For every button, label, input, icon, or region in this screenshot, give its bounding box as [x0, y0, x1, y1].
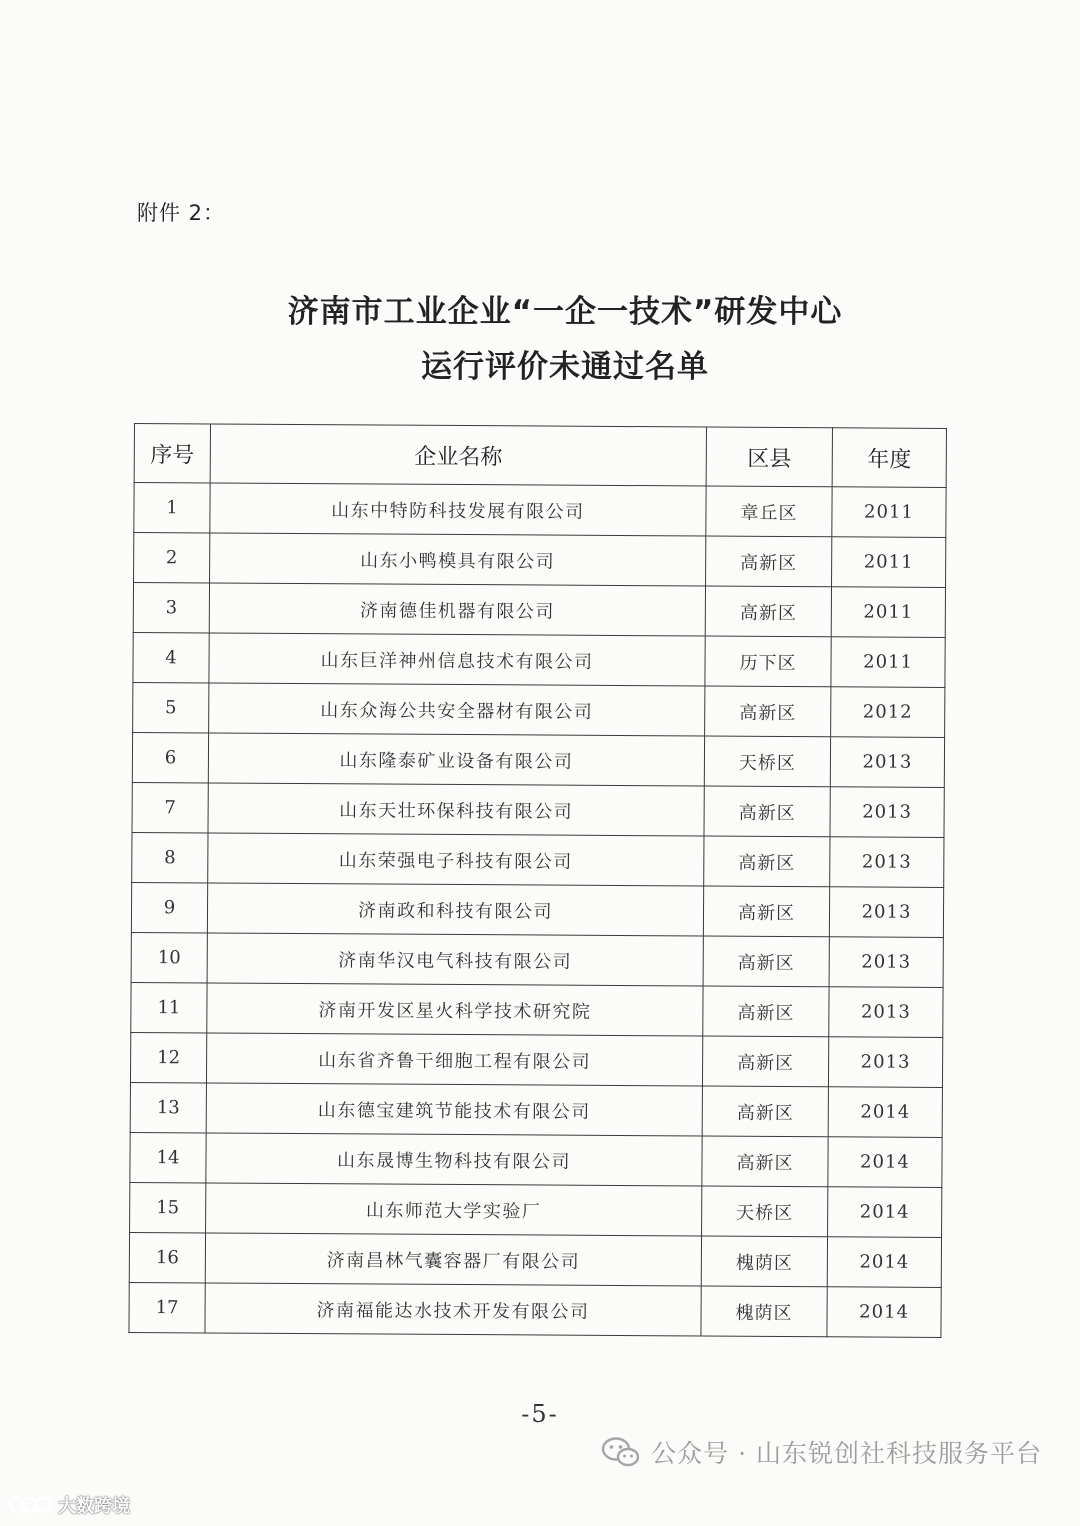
row-year: 2013 [830, 787, 944, 838]
row-district: 高新区 [703, 936, 829, 987]
corner-logo-icon [8, 1493, 54, 1517]
row-year: 2013 [829, 887, 943, 938]
page-number: -5- [521, 1400, 559, 1428]
table-row [129, 1282, 941, 1337]
table-row [130, 1032, 942, 1087]
row-year: 2014 [827, 1237, 941, 1288]
table-row [134, 533, 946, 588]
row-company-name: 山东中特防科技发展有限公司 [210, 483, 706, 536]
row-company-name: 山东师范大学实验厂 [206, 1183, 702, 1236]
row-district: 高新区 [703, 886, 829, 937]
row-company-name: 济南德佳机器有限公司 [209, 583, 705, 636]
row-no: 11 [131, 982, 207, 1032]
row-no: 14 [130, 1132, 206, 1182]
row-no: 15 [130, 1182, 206, 1232]
row-year: 2013 [829, 987, 943, 1038]
table-row [130, 1132, 942, 1187]
row-district: 高新区 [702, 1086, 828, 1137]
row-no: 7 [132, 782, 208, 832]
corner-watermark [8, 1492, 130, 1518]
row-district: 槐荫区 [701, 1286, 827, 1337]
row-no: 8 [132, 832, 208, 882]
row-no: 13 [130, 1082, 206, 1132]
table-row [131, 932, 943, 987]
column-header-district: 区县 [706, 427, 832, 487]
column-header-name: 企业名称 [210, 424, 706, 486]
table-row [132, 832, 944, 887]
row-no: 2 [134, 533, 210, 583]
table-row [131, 982, 943, 1037]
table-row [134, 483, 946, 538]
row-year: 2014 [828, 1137, 942, 1188]
table-row [133, 583, 945, 638]
row-district: 天桥区 [704, 736, 830, 787]
row-no: 9 [131, 882, 207, 932]
row-company-name: 山东德宝建筑节能技术有限公司 [206, 1083, 702, 1136]
attachment-label: 附件 2： [137, 201, 226, 225]
row-company-name: 山东荣强电子科技有限公司 [208, 833, 704, 886]
row-year: 2013 [829, 937, 943, 988]
row-year: 2013 [830, 737, 944, 788]
row-district: 高新区 [703, 986, 829, 1037]
row-district: 高新区 [702, 1036, 828, 1087]
table-row [133, 682, 945, 737]
row-district: 槐荫区 [701, 1236, 827, 1287]
page-title-line2: 运行评价未通过名单 [421, 349, 709, 385]
row-year: 2011 [832, 537, 946, 588]
row-company-name: 济南华汉电气科技有限公司 [207, 933, 703, 986]
table-row [131, 882, 943, 937]
row-company-name: 济南福能达水技术开发有限公司 [205, 1283, 701, 1336]
row-no: 17 [129, 1282, 205, 1332]
row-company-name: 济南昌林气囊容器厂有限公司 [205, 1233, 701, 1286]
row-year: 2014 [827, 1287, 941, 1338]
row-no: 12 [130, 1032, 206, 1082]
row-year: 2011 [831, 587, 945, 638]
row-company-name: 山东省齐鲁干细胞工程有限公司 [206, 1033, 702, 1086]
row-year: 2013 [830, 837, 944, 888]
row-district: 天桥区 [702, 1186, 828, 1237]
table-row [130, 1082, 942, 1137]
page-title-line1: 济南市工业企业“一企一技术”研发中心 [287, 294, 843, 330]
table-row [130, 1182, 942, 1237]
row-company-name: 山东晟博生物科技有限公司 [206, 1133, 702, 1186]
row-district: 章丘区 [706, 486, 832, 537]
row-no: 5 [133, 682, 209, 732]
row-no: 6 [132, 732, 208, 782]
table-header-row [134, 424, 946, 488]
row-no: 4 [133, 632, 209, 682]
row-district: 高新区 [702, 1136, 828, 1187]
failed-evaluation-table [128, 423, 947, 1338]
table-row [133, 632, 945, 687]
row-company-name: 济南政和科技有限公司 [207, 883, 703, 936]
row-district: 高新区 [704, 786, 830, 837]
row-company-name: 山东众海公共安全器材有限公司 [209, 683, 705, 736]
wechat-watermark [601, 1434, 1042, 1470]
row-year: 2014 [828, 1187, 942, 1238]
row-year: 2013 [828, 1037, 942, 1088]
corner-watermark-text: 大数跨境 [58, 1496, 130, 1517]
row-company-name: 山东巨洋神州信息技术有限公司 [209, 633, 705, 686]
row-district: 高新区 [705, 586, 831, 637]
row-year: 2011 [832, 487, 946, 538]
table-row [132, 782, 944, 837]
row-no: 10 [131, 932, 207, 982]
row-district: 高新区 [705, 686, 831, 737]
table-row [132, 732, 944, 787]
row-no: 3 [133, 583, 209, 633]
row-company-name: 山东天壮环保科技有限公司 [208, 783, 704, 836]
row-year: 2014 [828, 1087, 942, 1138]
table-row [129, 1232, 941, 1287]
row-company-name: 山东小鸭模具有限公司 [210, 533, 706, 586]
row-district: 历下区 [705, 636, 831, 687]
column-header-no: 序号 [134, 424, 210, 483]
row-company-name: 山东隆泰矿业设备有限公司 [208, 733, 704, 786]
column-header-year: 年度 [832, 428, 946, 488]
row-district: 高新区 [704, 836, 830, 887]
watermark-text: 公众号 · 山东锐创社科技服务平台 [651, 1439, 1042, 1468]
row-no: 16 [129, 1232, 205, 1282]
row-no: 1 [134, 483, 210, 533]
row-district: 高新区 [706, 536, 832, 587]
row-year: 2011 [831, 637, 945, 688]
wechat-icon [601, 1436, 641, 1468]
row-company-name: 济南开发区星火科学技术研究院 [207, 983, 703, 1036]
row-year: 2012 [831, 687, 945, 738]
